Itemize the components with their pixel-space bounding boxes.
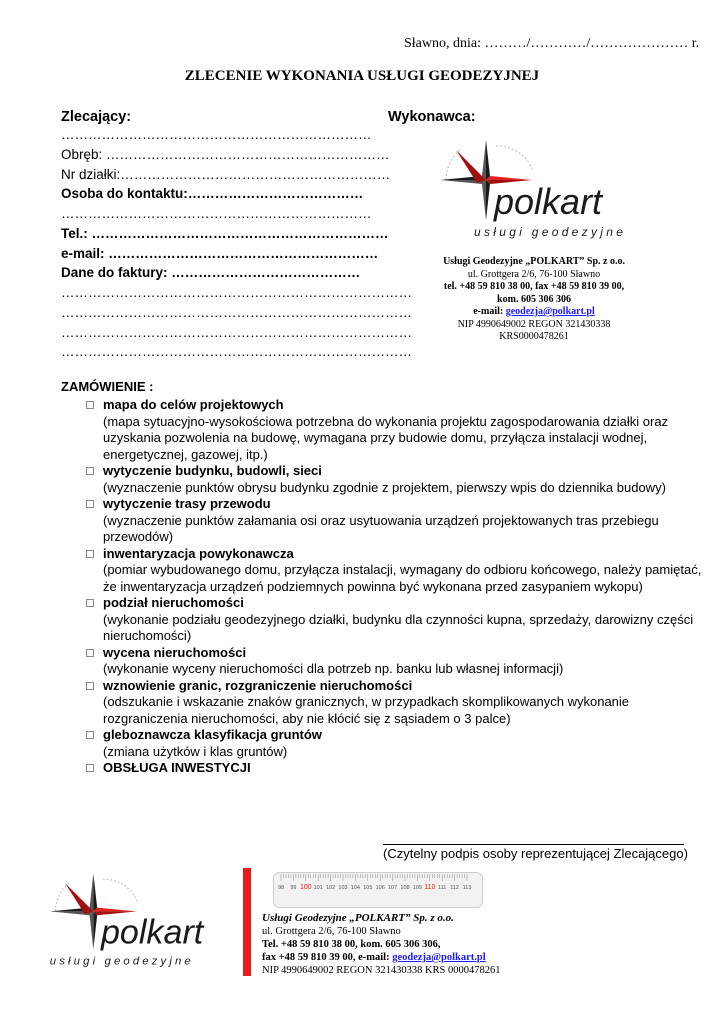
checkbox[interactable]: [86, 500, 94, 508]
client-label: Zlecający:: [61, 109, 132, 125]
company-address: ul. Grottgera 2/6, 76-100 Sławno: [467, 268, 601, 280]
order-label: ZAMÓWIENIE :: [61, 379, 154, 394]
email-field[interactable]: e-mail: ……………………………………………………: [61, 246, 379, 261]
company-krs: KRS0000478261: [499, 331, 569, 342]
ruler-tick-label: 98: [277, 885, 285, 891]
order-item[interactable]: [84, 645, 704, 678]
page-title: ZLECENIE WYKONANIA USŁUGI GEODEZYJNEJ: [184, 68, 540, 84]
contact-extra-field[interactable]: ……………………………………………………………: [61, 206, 372, 221]
order-item-name: inwentaryzacja powykonawcza: [103, 545, 294, 561]
order-item[interactable]: [84, 546, 704, 596]
ruler-tick-label: 100: [299, 884, 312, 891]
ruler-tick-label: 106: [375, 885, 385, 891]
ruler-tick-label: 109: [412, 885, 422, 891]
order-item-description: (zmiana użytków i klas gruntów): [103, 743, 288, 759]
company-mobile: kom. 605 306 306: [497, 293, 571, 305]
order-item-description: (wyznaczenie punktów załamania osi oraz usytuowania urządzeń projektowanych tras przebiegu przewodów): [103, 512, 659, 544]
checkbox[interactable]: [86, 401, 94, 409]
order-item-description: (odszukanie i wskazanie znaków granicznych, w przypadkach skomplikowanych wykonanie rozgraniczenia nieruchomości, aby nie kłócić się z sąsiadem o 3 palce): [103, 694, 630, 726]
order-item-name: OBSŁUGA INWESTYCJI: [103, 760, 251, 775]
footer-fax-email: fax +48 59 810 39 00, e-mail:: [262, 952, 390, 963]
invoice-line[interactable]: ……………………………………………………………………: [61, 344, 412, 359]
logo-tagline: usługi geodezyjne: [474, 225, 626, 239]
checkbox[interactable]: [86, 731, 94, 739]
invoice-line[interactable]: ……………………………………………………………………: [61, 325, 412, 340]
client-name-field[interactable]: ……………………………………………………………: [61, 127, 372, 142]
ruler-tick-label: 110: [424, 884, 436, 891]
contractor-details: [398, 256, 670, 344]
ruler-tick-label: 108: [400, 885, 410, 891]
ruler-tick-label: 101: [313, 885, 323, 891]
checkbox[interactable]: [86, 467, 94, 475]
invoice-line[interactable]: ……………………………………………………………………: [61, 305, 412, 320]
date-line[interactable]: Sławno, dnia: ………/…………/………………… r.: [404, 36, 700, 51]
order-item[interactable]: [84, 678, 704, 728]
order-item-description: (wykonanie wyceny nieruchomości dla potrzeb np. banku lub własnej informacji): [103, 661, 564, 676]
footer-company-name: Usługi Geodezyjne „POLKART” Sp. z o.o.: [262, 912, 454, 924]
order-item-name: wytyczenie budynku, budowli, sieci: [103, 463, 322, 478]
polkart-logo: [436, 136, 626, 240]
ruler-tick-label: 99: [290, 885, 297, 891]
ruler-tick-label: 103: [338, 885, 348, 891]
precinct-field[interactable]: Obręb: ………………………………………………………: [61, 147, 390, 162]
footer-address: ul. Grottgera 2/6, 76-100 Sławno: [262, 926, 401, 937]
footer-logo-tagline: usługi geodezyjne: [49, 955, 194, 968]
order-item[interactable]: [84, 595, 704, 645]
company-email-link[interactable]: geodezja@polkart.pl: [505, 306, 595, 317]
footer-red-bar: [243, 868, 251, 976]
order-item[interactable]: [84, 760, 704, 777]
order-item-name: wznowienie granic, rozgraniczenie nieruchomości: [103, 677, 413, 693]
plot-number-field[interactable]: Nr działki:……………………………………………………: [61, 167, 391, 182]
order-item-description: (mapa sytuacyjno-wysokościowa potrzebna do wykonania projektu zagospodarowania działki oraz uzyskania pozwolenia na budowę, wymagana przy budowie domu, przyłącza instalacji wodnej, energetycznej, gazowej, itp.): [103, 413, 669, 462]
signature-line[interactable]: [383, 844, 684, 845]
order-item-name: gleboznawcza klasyfikacja gruntów: [103, 727, 322, 742]
signature-caption: (Czytelny podpis osoby reprezentującej Zlecającego): [383, 846, 688, 861]
checkbox[interactable]: [86, 649, 94, 657]
order-item-name: wycena nieruchomości: [103, 644, 247, 660]
checkbox[interactable]: [86, 550, 94, 558]
invoice-line[interactable]: ……………………………………………………………………: [61, 285, 412, 300]
checkbox[interactable]: [86, 764, 94, 772]
ruler-tick-label: 102: [326, 885, 336, 891]
order-item-name: podział nieruchomości: [103, 595, 244, 610]
order-item[interactable]: [84, 727, 704, 760]
order-item-description: (wyznaczenie punktów obrysu budynku zgodnie z projektem, pierwszy wpis do dziennika budowy): [103, 479, 666, 495]
order-list: [84, 397, 704, 777]
ruler-icon: [273, 872, 483, 908]
company-name: Usługi Geodezyjne „POLKART” Sp. z o.o.: [443, 256, 625, 267]
contractor-label: Wykonawca:: [388, 109, 476, 125]
ruler-tick-label: 113: [462, 885, 472, 891]
checkbox[interactable]: [86, 599, 94, 607]
ruler-tick-label: 105: [363, 885, 373, 891]
order-item-description: (wykonanie podziału geodezyjnego działki, budynku dla czynności kupna, sprzedaży, darowizny części nieruchomości): [103, 611, 694, 643]
order-item-name: mapa do celów projektowych: [103, 397, 284, 412]
ruler-tick-label: 104: [350, 885, 360, 891]
order-item-name: wytyczenie trasy przewodu: [103, 496, 271, 511]
email-label: e-mail:: [473, 306, 504, 317]
ruler-tick-label: 107: [388, 885, 398, 891]
invoice-data-field[interactable]: Dane do faktury: ……………………………………: [61, 265, 361, 280]
footer-logo-name: polkart: [100, 913, 204, 952]
order-item-description: (pomiar wybudowanego domu, przyłącza instalacji, wymagany do odbioru końcowego, należy pamiętać, że inwentaryzacja urządzeń podziemnych powinna być wykonana przed zasypaniem wykopu): [103, 562, 702, 594]
footer-email-link[interactable]: geodezja@polkart.pl: [392, 952, 486, 963]
footer-registry: NIP 4990649002 REGON 321430338 KRS 0000478261: [262, 965, 501, 976]
ruler-tick-label: 111: [438, 885, 447, 891]
order-item[interactable]: [84, 463, 704, 496]
order-item[interactable]: [84, 397, 704, 463]
phone-field[interactable]: Tel.: …………………………………………………………: [61, 226, 389, 241]
order-item[interactable]: [84, 496, 704, 546]
footer-polkart-logo: [46, 868, 226, 970]
logo-name: polkart: [494, 181, 603, 222]
footer-phones: Tel. +48 59 810 38 00, kom. 605 306 306,: [262, 939, 441, 950]
checkbox[interactable]: [86, 682, 94, 690]
company-phones: tel. +48 59 810 38 00, fax +48 59 810 39 00,: [443, 281, 625, 292]
ruler-tick-label: 112: [450, 885, 459, 891]
contact-person-field[interactable]: Osoba do kontaktu:…………………………………: [61, 186, 364, 201]
footer-company-details: [262, 912, 501, 977]
company-nip-regon: NIP 4990649002 REGON 321430338: [457, 318, 611, 330]
